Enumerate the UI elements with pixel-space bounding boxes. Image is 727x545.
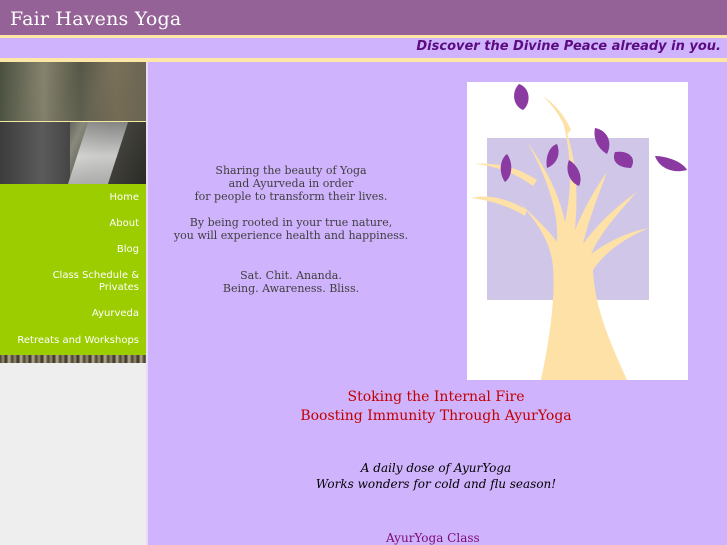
intro-line-2: and Ayurveda in order: [228, 177, 354, 190]
intro-line-5: you will experience health and happiness.: [173, 229, 409, 242]
sidebar-nav: [0, 184, 146, 355]
waterfall-photo: [0, 62, 146, 184]
tree-artwork: [467, 82, 688, 380]
nav-item-blog[interactable]: Blog: [116, 244, 139, 255]
nav-item-retreats[interactable]: Retreats and Workshops: [17, 335, 139, 346]
intro-line-1: Sharing the beauty of Yoga: [215, 164, 367, 177]
dose-line-1: A daily dose of AyurYoga: [360, 461, 512, 475]
feature-subtitle[interactable]: Boosting Immunity Through AyurYoga: [300, 408, 572, 424]
nav-item-class-schedule-line2: Privates: [98, 282, 139, 293]
intro-line-6: Sat. Chit. Ananda.: [240, 269, 342, 282]
site-title[interactable]: Fair Havens Yoga: [10, 8, 182, 30]
nav-item-ayurveda[interactable]: Ayurveda: [91, 308, 139, 319]
site-tagline: Discover the Divine Peace already in you.: [416, 39, 721, 54]
nav-bottom-strip: [0, 355, 146, 363]
nav-item-about[interactable]: About: [109, 218, 139, 229]
tree-with-purple-leaves-icon: [467, 82, 688, 380]
nav-item-home[interactable]: Home: [109, 192, 139, 203]
column-divider: [146, 62, 148, 545]
ayuryoga-class-link[interactable]: AyurYoga Class: [386, 531, 480, 545]
feature-title[interactable]: Stoking the Internal Fire: [347, 389, 525, 405]
dose-line-2: Works wonders for cold and flu season!: [315, 477, 557, 491]
nav-item-class-schedule[interactable]: [53, 270, 139, 294]
intro-line-7: Being. Awareness. Bliss.: [222, 282, 360, 295]
nav-item-class-schedule-line1: Class Schedule &: [52, 270, 139, 281]
intro-line-4: By being rooted in your true nature,: [189, 216, 393, 229]
intro-line-3: for people to transform their lives.: [194, 190, 388, 203]
